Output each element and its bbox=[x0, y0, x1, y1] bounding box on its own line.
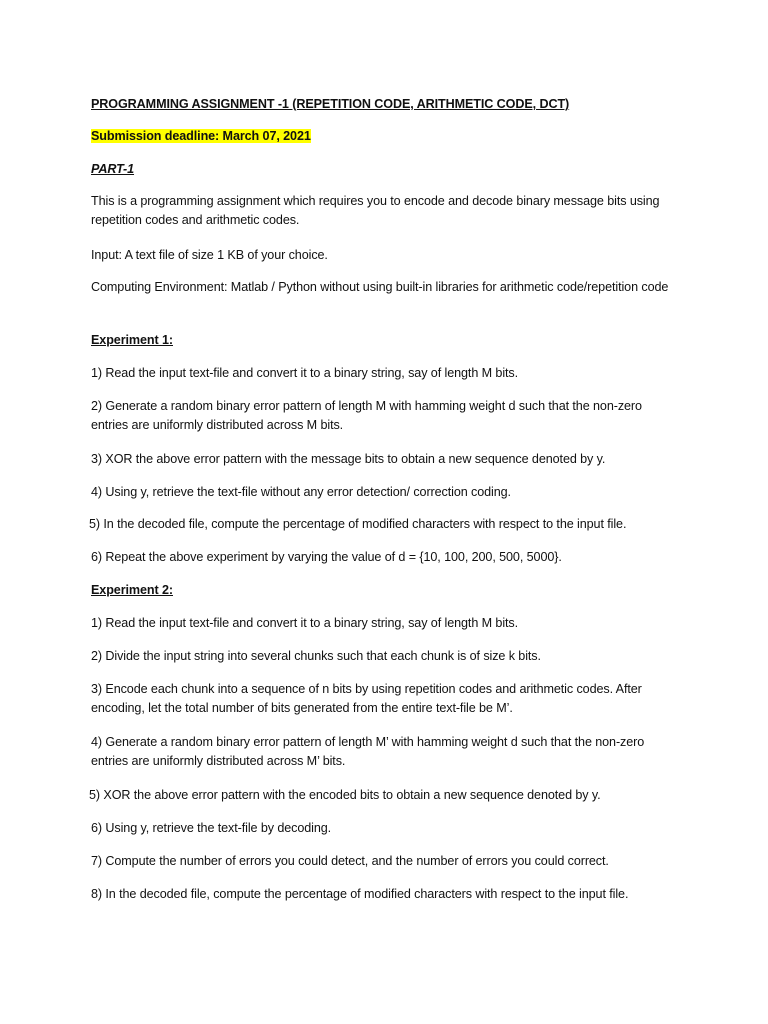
experiment-1-step-3: 3) XOR the above error pattern with the message bits to obtain a new sequence denoted by y. bbox=[91, 452, 606, 466]
input-paragraph: Input: A text file of size 1 KB of your choice. bbox=[91, 248, 328, 262]
document-title: PROGRAMMING ASSIGNMENT -1 (REPETITION CODE, ARITHMETIC CODE, DCT) bbox=[91, 97, 570, 111]
experiment-2-step-8: 8) In the decoded file, compute the percentage of modified characters with respect to the input file. bbox=[91, 887, 629, 901]
experiment-1-step-5: 5) In the decoded file, compute the percentage of modified characters with respect to the input file. bbox=[89, 517, 627, 531]
experiment-1-step-2: 2) Generate a random binary error pattern of length M with hamming weight d such that the non-zero entries are uniformly distributed across M bits. bbox=[91, 399, 642, 432]
intro-paragraph: This is a programming assignment which requires you to encode and decode binary message bits using repetition codes and arithmetic codes. bbox=[91, 194, 660, 227]
experiment-1-step-6: 6) Repeat the above experiment by varying the value of d = {10, 100, 200, 500, 5000}. bbox=[91, 550, 562, 564]
experiment-1-step-1: 1) Read the input text-file and convert it to a binary string, say of length M bits. bbox=[91, 366, 519, 380]
experiment-2-step-1: 1) Read the input text-file and convert it to a binary string, say of length M bits. bbox=[91, 616, 519, 630]
deadline-highlight: Submission deadline: March 07, 2021 bbox=[91, 129, 311, 143]
experiment-2-step-2: 2) Divide the input string into several chunks such that each chunk is of size k bits. bbox=[91, 649, 541, 663]
experiment-2-heading: Experiment 2: bbox=[91, 583, 173, 597]
part-heading: PART-1 bbox=[91, 162, 135, 176]
experiment-2-step-6: 6) Using y, retrieve the text-file by decoding. bbox=[91, 821, 332, 835]
environment-paragraph: Computing Environment: Matlab / Python without using built-in libraries for arithmetic code/repetition code bbox=[91, 280, 669, 294]
experiment-2-step-5: 5) XOR the above error pattern with the encoded bits to obtain a new sequence denoted by y. bbox=[89, 788, 601, 802]
experiment-2-step-3: 3) Encode each chunk into a sequence of n bits by using repetition codes and arithmetic codes. After encoding, let the total number of bits generated from the entire text-file be M’. bbox=[91, 682, 642, 715]
experiment-2-step-7: 7) Compute the number of errors you could detect, and the number of errors you could correct. bbox=[91, 854, 609, 868]
experiment-1-step-4: 4) Using y, retrieve the text-file without any error detection/ correction coding. bbox=[91, 485, 511, 499]
experiment-1-heading: Experiment 1: bbox=[91, 333, 173, 347]
submission-deadline bbox=[91, 127, 681, 146]
experiment-2-step-4: 4) Generate a random binary error pattern of length M’ with hamming weight d such that the non-zero entries are uniformly distributed across M’ bits. bbox=[91, 735, 645, 768]
